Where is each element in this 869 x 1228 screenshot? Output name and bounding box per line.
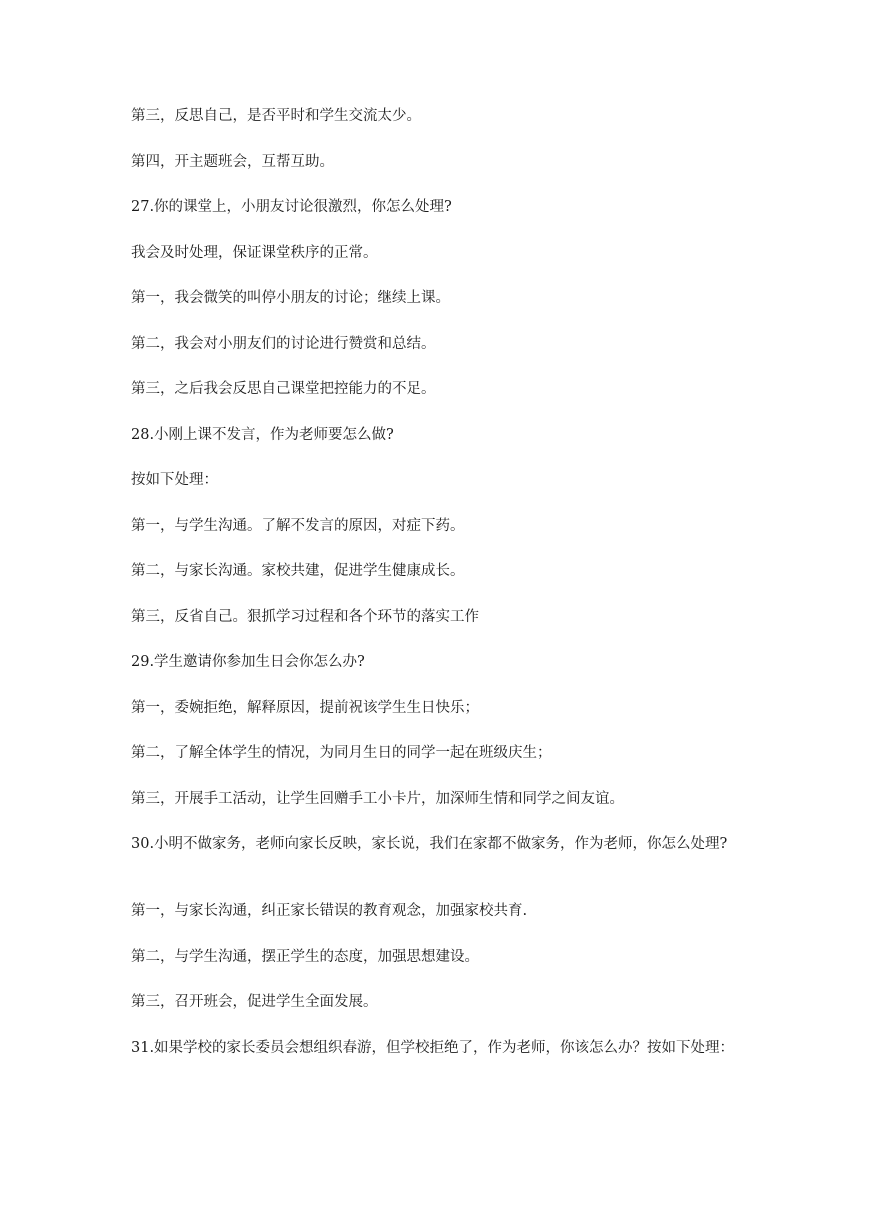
- question-heading: 29.学生邀请你参加生日会你怎么办?: [131, 654, 365, 670]
- paragraph-line: 第一，委婉拒绝，解释原因，提前祝该学生生日快乐；: [131, 700, 479, 716]
- paragraph-line: 第三，召开班会，促进学生全面发展。: [131, 994, 378, 1010]
- paragraph-line: 按如下处理：: [131, 472, 218, 488]
- paragraph-line: 第一，我会微笑的叫停小朋友的讨论；继续上课。: [131, 290, 450, 306]
- paragraph-line: 第一，与学生沟通。了解不发言的原因，对症下药。: [131, 518, 465, 534]
- paragraph-line: 我会及时处理，保证课堂秩序的正常。: [131, 245, 378, 261]
- question-heading: 30.小明不做家务，老师向家长反映，家长说，我们在家都不做家务，作为老师，你怎么处理?: [131, 836, 728, 852]
- paragraph-line: 第二，我会对小朋友们的讨论进行赞赏和总结。: [131, 336, 436, 352]
- question-heading: 31.如果学校的家长委员会想组织春游，但学校拒绝了，作为老师，你该怎么办？按如下处理：: [131, 1040, 735, 1056]
- question-heading: 28.小刚上课不发言，作为老师要怎么做?: [131, 427, 394, 443]
- paragraph-line: 第三，反思自己，是否平时和学生交流太少。: [131, 108, 421, 124]
- paragraph-line: 第三，开展手工活动，让学生回赠手工小卡片，加深师生情和同学之间友谊。: [131, 791, 624, 807]
- paragraph-line: 第四，开主题班会，互帮互助。: [131, 154, 334, 170]
- paragraph-line: 第三，之后我会反思自己课堂把控能力的不足。: [131, 381, 436, 397]
- paragraph-line: 第二，与学生沟通，摆正学生的态度，加强思想建设。: [131, 949, 479, 965]
- question-heading: 27.你的课堂上，小朋友讨论很激烈，你怎么处理?: [131, 199, 452, 215]
- paragraph-line: 第一，与家长沟通，纠正家长错误的教育观念，加强家校共育.: [131, 903, 528, 919]
- paragraph-line: 第二，与家长沟通。家校共建，促进学生健康成长。: [131, 563, 465, 579]
- paragraph-line: 第三，反省自己。狠抓学习过程和各个环节的落实工作: [131, 609, 479, 625]
- paragraph-line: 第二，了解全体学生的情况，为同月生日的同学一起在班级庆生；: [131, 745, 552, 761]
